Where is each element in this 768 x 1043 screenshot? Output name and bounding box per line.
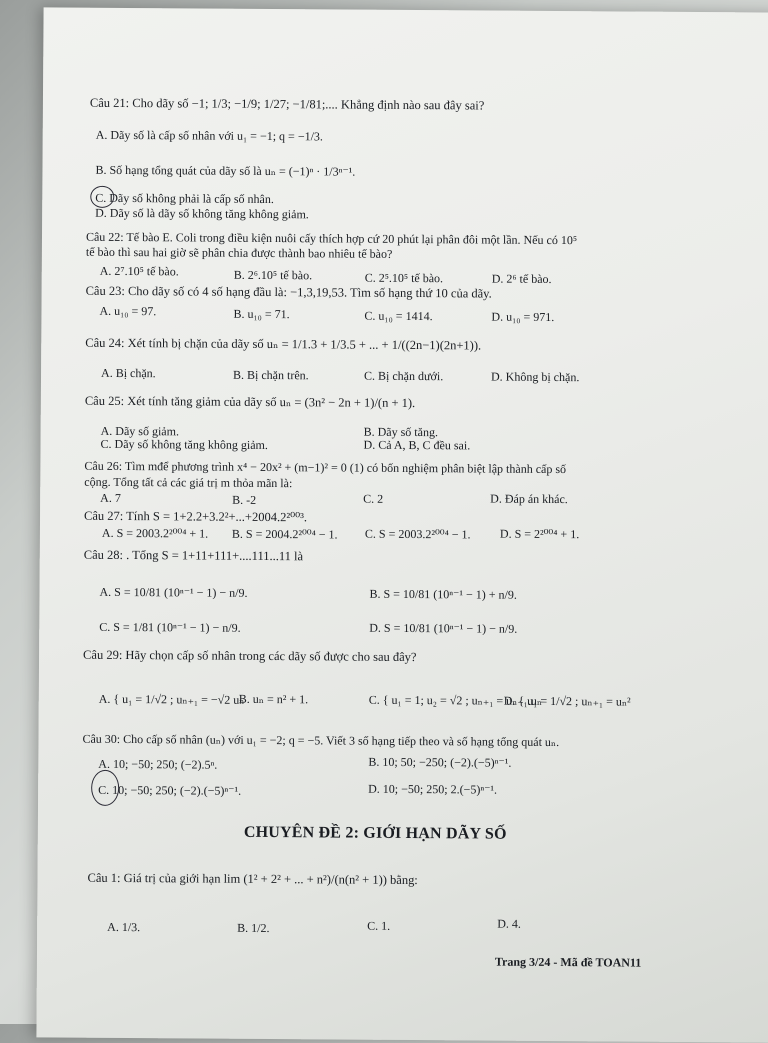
q22-stem-1: Câu 22: Tế bào E. Coli trong điều kiện nuôi cấy thích hợp cứ 20 phút lại phân đôi một lần. Nếu có 10⁵ [85,229,578,248]
q27-option-a: A. S = 2003.2²⁰⁰⁴ + 1. [101,525,209,541]
q29-option-a: A. { u₁ = 1/√2 ; uₙ₊₁ = −√2 uₙ [98,691,245,707]
c1-stem: Câu 1: Giá trị của giới hạn lim (1² + 2² + ... + n²)/(n(n² + 1)) bằng: [87,870,418,888]
q29-stem: Câu 29: Hãy chọn cấp số nhân trong các dãy số được cho sau đây? [83,647,417,665]
q25-stem: Câu 25: Xét tính tăng giảm của dãy số uₙ = (3n² − 2n + 1)/(n + 1). [84,393,416,411]
q24-option-b: B. Bị chặn trên. [232,367,309,383]
q28-option-c: C. S = 1/81 (10ⁿ⁻¹ − 1) − n/9. [99,619,241,635]
q25-option-a: A. Dãy số giảm. [100,423,180,439]
q26-option-a: A. 7 [100,490,121,505]
q27-stem: Câu 27: Tính S = 1+2.2+3.2²+...+2004.2²⁰⁰³. [84,508,308,525]
q27-option-b: B. S = 2004.2²⁰⁰⁴ − 1. [231,526,338,542]
q30-option-b: B. 10; 50; −250; (−2).(−5)ⁿ⁻¹. [368,754,512,770]
q29-option-b: B. uₙ = n² + 1. [238,691,309,707]
q24-option-a: A. Bị chặn. [101,365,156,381]
q22-stem-2: tế bào thì sau hai giờ sẽ phân chia được thành bao nhiêu tế bào? [85,244,393,261]
q22-option-c: C. 2⁵.10⁵ tế bào. [364,270,444,286]
q21-option-b: B. Số hạng tổng quát của dãy số là uₙ = (−1)ⁿ · 1/3ⁿ⁻¹. [95,162,356,179]
q26-option-c: C. 2 [363,491,384,506]
q29-option-d: D. { u₁ = 1/√2 ; uₙ₊₁ = uₙ² [503,693,631,709]
answer-circle-q30 [91,770,119,806]
q21-option-d: D. Dãy số là dãy số không tăng không giảm. [95,205,309,222]
q23-option-d: D. u₁₀ = 971. [491,309,555,325]
q24-option-c: C. Bị chặn dưới. [363,368,444,384]
c1-option-b: B. 1/2. [237,920,270,936]
q28-option-d: D. S = 10/81 (10ⁿ⁻¹ − 1) − n/9. [369,620,518,636]
q27-option-c: C. S = 2003.2²⁰⁰⁴ − 1. [364,526,471,542]
c1-option-a: A. 1/3. [107,919,141,935]
q24-option-d: D. Không bị chặn. [490,369,580,385]
q21-stem: Câu 21: Cho dãy số −1; 1/3; −1/9; 1/27; −1/81;.... Khẳng định nào sau đây sai? [89,95,485,113]
q21-option-c: C. Dãy số không phải là cấp số nhân. [95,190,274,207]
q22-option-b: B. 2⁶.10⁵ tế bào. [233,267,313,283]
q30-option-a: A. 10; −50; 250; (−2).5ⁿ. [98,756,218,772]
q30-stem: Câu 30: Cho cấp số nhân (uₙ) với u₁ = −2; q = −5. Viết 3 số hạng tiếp theo và số hạng tổng quát uₙ. [82,731,560,750]
q24-stem: Câu 24: Xét tính bị chặn của dãy số uₙ = 1/1.3 + 1/3.5 + ... + 1/((2n−1)(2n+1)). [85,335,482,353]
q26-option-d: D. Đáp án khác. [490,491,568,507]
answer-circle-q21 [90,186,114,208]
q22-option-a: A. 2⁷.10⁵ tế bào. [99,263,179,279]
q26-stem-1: Câu 26: Tìm mđể phương trình x⁴ − 20x² + (m−1)² = 0 (1) có bốn nghiệm phân biệt lập thành cấp số [84,458,567,477]
q23-option-c: C. u₁₀ = 1414. [364,308,433,324]
q26-option-b: B. -2 [232,492,257,507]
section-title: CHUYÊN ĐỀ 2: GIỚI HẠN DÃY SỐ [243,823,507,843]
exam-page [36,7,768,1042]
q27-option-d: D. S = 2²⁰⁰⁴ + 1. [499,526,580,542]
q28-option-a: A. S = 10/81 (10ⁿ⁻¹ − 1) − n/9. [99,584,248,600]
c1-option-c: C. 1. [367,918,391,933]
q30-option-c: C. 10; −50; 250; (−2).(−5)ⁿ⁻¹. [98,782,242,798]
q21-option-a: A. Dãy số là cấp số nhân với u₁ = −1; q = −1/3. [95,127,324,144]
q22-option-d: D. 2⁶ tế bào. [491,271,552,286]
page-footer: Trang 3/24 - Mã đề TOAN11 [494,954,642,970]
q30-option-d: D. 10; −50; 250; 2.(−5)ⁿ⁻¹. [368,781,498,797]
c1-option-d: D. 4. [497,916,521,931]
q26-stem-2: cộng. Tổng tất cả các giá trị m thỏa mãn là: [84,474,293,491]
q23-option-a: A. u₁₀ = 97. [99,303,157,319]
q25-option-d: D. Cả A, B, C đều sai. [363,437,471,453]
q23-stem: Câu 23: Cho dãy số có 4 số hạng đầu là: −1,3,19,53. Tìm số hạng thứ 10 của dãy. [85,283,492,301]
q29-option-c: C. { u₁ = 1; u₂ = √2 ; uₙ₊₁ = uₙ₋₁.uₙ [368,692,543,708]
q25-option-c: C. Dãy số không tăng không giảm. [100,436,268,453]
q25-option-b: B. Dãy số tăng. [363,424,439,440]
q23-option-b: B. u₁₀ = 71. [233,306,290,322]
q28-stem: Câu 28: . Tổng S = 1+11+111+....111...11 là [83,547,304,564]
q28-option-b: B. S = 10/81 (10ⁿ⁻¹ − 1) + n/9. [369,586,517,602]
